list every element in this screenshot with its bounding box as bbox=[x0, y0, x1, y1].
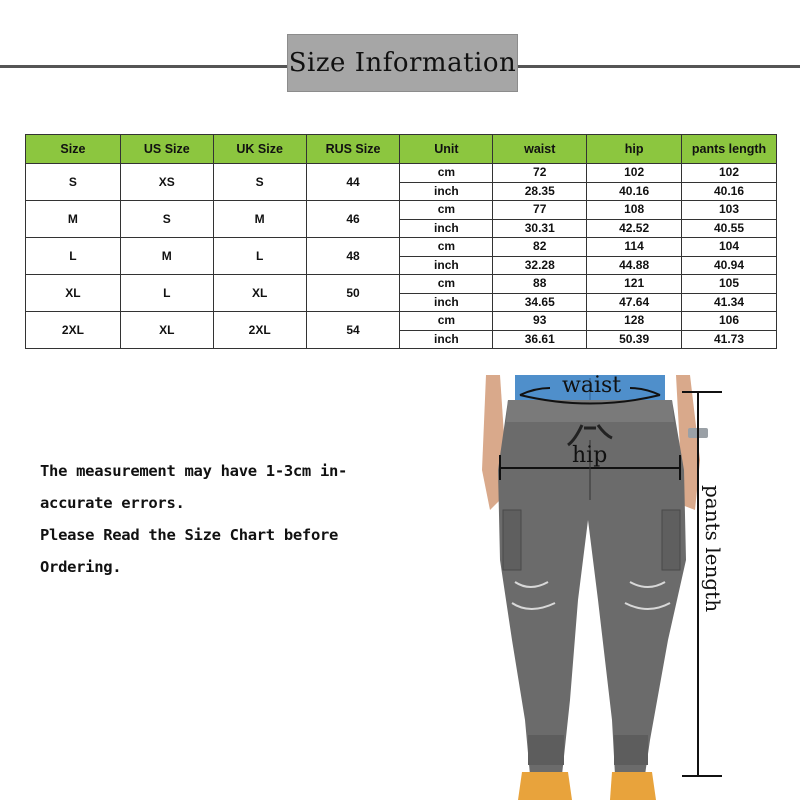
table-row bbox=[26, 275, 777, 294]
cell-uk-size: L bbox=[213, 238, 306, 275]
measurement-note bbox=[40, 455, 380, 583]
cell-waist: 77 bbox=[493, 201, 587, 220]
cell-length: 40.16 bbox=[682, 182, 777, 201]
cell-rus-size: 50 bbox=[306, 275, 400, 312]
cell-unit: inch bbox=[400, 256, 493, 275]
left-shoe bbox=[518, 772, 572, 800]
cell-hip: 102 bbox=[587, 164, 682, 183]
col-header-uk-size: UK Size bbox=[213, 135, 306, 164]
cell-us-size: S bbox=[120, 201, 213, 238]
right-shoe bbox=[610, 772, 656, 800]
cell-rus-size: 46 bbox=[306, 201, 400, 238]
col-header-hip: hip bbox=[587, 135, 682, 164]
cell-waist: 72 bbox=[493, 164, 587, 183]
waist-label: waist bbox=[562, 375, 622, 398]
cell-size: 2XL bbox=[26, 312, 121, 349]
cell-uk-size: S bbox=[213, 164, 306, 201]
hip-label: hip bbox=[572, 443, 608, 468]
cell-rus-size: 48 bbox=[306, 238, 400, 275]
cell-unit: cm bbox=[400, 201, 493, 220]
cell-hip: 121 bbox=[587, 275, 682, 294]
col-header-pants-length: pants length bbox=[682, 135, 777, 164]
table-row bbox=[26, 201, 777, 220]
right-cargo-pocket bbox=[662, 510, 680, 570]
cell-hip: 47.64 bbox=[587, 293, 682, 312]
cell-rus-size: 54 bbox=[306, 312, 400, 349]
cell-length: 102 bbox=[682, 164, 777, 183]
cell-length: 40.55 bbox=[682, 219, 777, 238]
cell-unit: cm bbox=[400, 164, 493, 183]
note-line: Please Read the Size Chart before bbox=[40, 526, 339, 544]
cell-us-size: M bbox=[120, 238, 213, 275]
page-title: Size Information bbox=[287, 34, 518, 92]
cell-size: M bbox=[26, 201, 121, 238]
note-line: Ordering. bbox=[40, 558, 122, 576]
col-header-rus-size: RUS Size bbox=[306, 135, 400, 164]
cell-us-size: L bbox=[120, 275, 213, 312]
table-row bbox=[26, 164, 777, 183]
cell-waist: 28.35 bbox=[493, 182, 587, 201]
cell-hip: 42.52 bbox=[587, 219, 682, 238]
cell-length: 106 bbox=[682, 312, 777, 331]
cell-length: 104 bbox=[682, 238, 777, 257]
cell-hip: 128 bbox=[587, 312, 682, 331]
cell-waist: 88 bbox=[493, 275, 587, 294]
product-measurement-diagram bbox=[470, 375, 790, 800]
col-header-us-size: US Size bbox=[120, 135, 213, 164]
cell-size: S bbox=[26, 164, 121, 201]
cell-hip: 114 bbox=[587, 238, 682, 257]
cell-waist: 30.31 bbox=[493, 219, 587, 238]
cell-hip: 44.88 bbox=[587, 256, 682, 275]
cell-size: L bbox=[26, 238, 121, 275]
cell-length: 41.73 bbox=[682, 330, 777, 349]
cell-hip: 108 bbox=[587, 201, 682, 220]
cell-uk-size: M bbox=[213, 201, 306, 238]
cell-waist: 82 bbox=[493, 238, 587, 257]
col-header-waist: waist bbox=[493, 135, 587, 164]
size-chart-table bbox=[25, 134, 777, 349]
left-cargo-pocket bbox=[503, 510, 521, 570]
pants-length-label: pants length bbox=[701, 485, 725, 613]
cell-waist: 93 bbox=[493, 312, 587, 331]
cell-size: XL bbox=[26, 275, 121, 312]
cell-unit: cm bbox=[400, 275, 493, 294]
cell-unit: cm bbox=[400, 312, 493, 331]
note-line: accurate errors. bbox=[40, 494, 185, 512]
cell-length: 105 bbox=[682, 275, 777, 294]
cell-uk-size: 2XL bbox=[213, 312, 306, 349]
cell-length: 40.94 bbox=[682, 256, 777, 275]
cell-unit: inch bbox=[400, 330, 493, 349]
cell-length: 103 bbox=[682, 201, 777, 220]
cell-unit: cm bbox=[400, 238, 493, 257]
table-row bbox=[26, 238, 777, 257]
col-header-unit: Unit bbox=[400, 135, 493, 164]
note-line: The measurement may have 1-3cm in- bbox=[40, 462, 348, 480]
col-header-size: Size bbox=[26, 135, 121, 164]
cell-waist: 34.65 bbox=[493, 293, 587, 312]
cell-unit: inch bbox=[400, 293, 493, 312]
cell-rus-size: 44 bbox=[306, 164, 400, 201]
table-row bbox=[26, 312, 777, 331]
cell-hip: 50.39 bbox=[587, 330, 682, 349]
cell-us-size: XS bbox=[120, 164, 213, 201]
cell-unit: inch bbox=[400, 219, 493, 238]
table-header-row bbox=[26, 135, 777, 164]
cell-uk-size: XL bbox=[213, 275, 306, 312]
cell-us-size: XL bbox=[120, 312, 213, 349]
cell-hip: 40.16 bbox=[587, 182, 682, 201]
cell-waist: 32.28 bbox=[493, 256, 587, 275]
cell-unit: inch bbox=[400, 182, 493, 201]
cell-waist: 36.61 bbox=[493, 330, 587, 349]
cell-length: 41.34 bbox=[682, 293, 777, 312]
